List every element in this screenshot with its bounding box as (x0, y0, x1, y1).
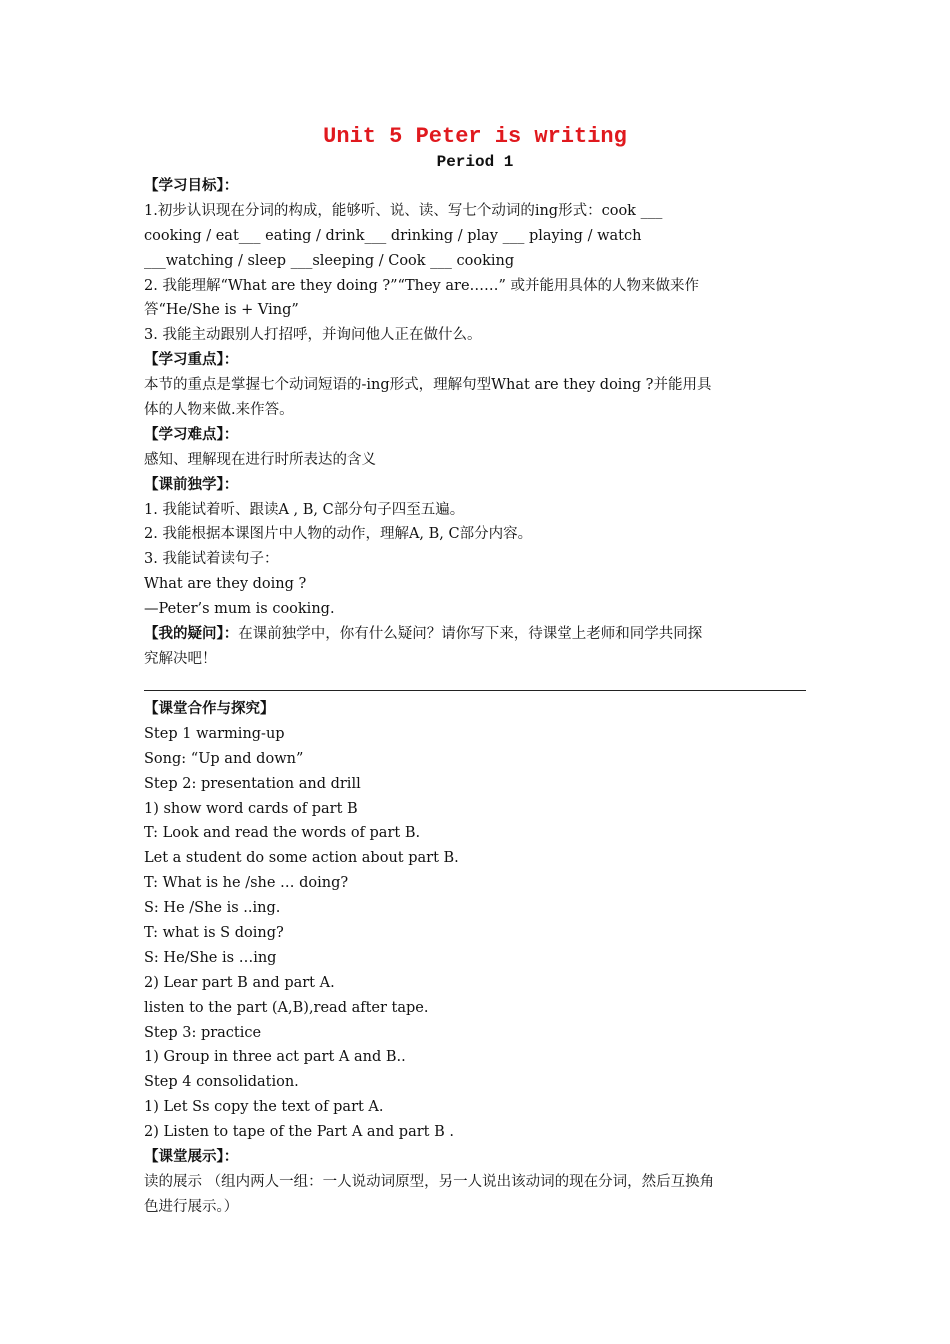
text-line: S: He/She is …ing (144, 949, 277, 966)
text-line: listen to the part (A,B),read after tape. (144, 999, 429, 1016)
section-heading: 【我的疑问】： (144, 626, 239, 643)
text-line: Let a student do some action about part B. (144, 850, 459, 867)
section-heading: 【课前独学】： (144, 476, 239, 493)
text-line: 读的展示 （组内两人一组：一人说动词原型，另一人说出该动词的现在分词，然后互换角 (144, 1173, 715, 1190)
in-class-section (144, 697, 808, 1220)
text-line: 3. 我能主动跟别人打招呼，并询问他人正在做什么。 (144, 327, 482, 344)
text-line: ___watching / sleep ___sleeping / Cook ___ cooking (144, 252, 515, 269)
document-title: Unit 5 Peter is writing (323, 124, 627, 149)
text-line: S: He /She is ..ing. (144, 900, 281, 917)
text-line (144, 622, 808, 647)
text-line: 色进行展示。） (144, 1198, 239, 1215)
text-line: 答“He/She is + Ving” (144, 302, 299, 319)
text-line: 1) Group in three act part A and B.. (144, 1049, 406, 1066)
text-line: Step 1 warming-up (144, 725, 285, 742)
text-line: cooking / eat___ eating / drink___ drinking / play ___ playing / watch (144, 227, 642, 244)
text-line: 1) Let Ss copy the text of part A. (144, 1099, 384, 1116)
text-line: 3. 我能试着读句子： (144, 551, 279, 568)
text-line: T: what is S doing? (144, 925, 284, 942)
text-line: 2) Listen to tape of the Part A and part B . (144, 1124, 454, 1141)
period-label: Period 1 (436, 153, 514, 171)
pre-class-section (144, 174, 808, 672)
section-heading: 【课堂合作与探究】 (144, 701, 275, 717)
text-line: Step 2: presentation and drill (144, 775, 361, 792)
text-line: —Peter’s mum is cooking. (144, 601, 335, 618)
text-line: 感知、理解现在进行时所表达的含义 (144, 451, 376, 468)
text-line: 2) Lear part B and part A. (144, 974, 335, 991)
text-line: Song: “Up and down” (144, 750, 304, 767)
text-line: 2. 我能理解“What are they doing ?”“They are……” 或并能用具体的人物来做来作 (144, 277, 700, 294)
text-line: Step 4 consolidation. (144, 1074, 299, 1091)
text-line: What are they doing ? (144, 576, 307, 593)
text-line: 2. 我能根据本课图片中人物的动作，理解A, B, C部分内容。 (144, 526, 533, 543)
text-line: T: Look and read the words of part B. (144, 825, 421, 842)
text-line: 1) show word cards of part B (144, 800, 358, 817)
section-heading: 【学习目标】： (144, 178, 239, 194)
text-line: 1.初步认识现在分词的构成，能够听、说、读、写七个动词的ing形式：cook ___ (144, 202, 663, 219)
section-heading: 【学习重点】： (144, 352, 239, 369)
text-line: 1. 我能试着听、跟读A , B, C部分句子四至五遍。 (144, 501, 465, 518)
text-line: 体的人物来做.来作答。 (144, 402, 294, 419)
text-line: 在课前独学中，你有什么疑问？请你写下来，待课堂上老师和同学共同探 (238, 626, 703, 643)
text-line: 本节的重点是掌握七个动词短语的-ing形式，理解句型What are they doing ?并能用具 (144, 377, 712, 394)
text-line: 究解决吧！ (144, 650, 217, 667)
text-line: T: What is he /she … doing? (144, 875, 349, 892)
text-line: Step 3: practice (144, 1024, 262, 1041)
section-heading: 【课堂展示】： (144, 1149, 239, 1166)
section-heading: 【学习难点】： (144, 426, 239, 443)
section-divider (144, 690, 806, 691)
